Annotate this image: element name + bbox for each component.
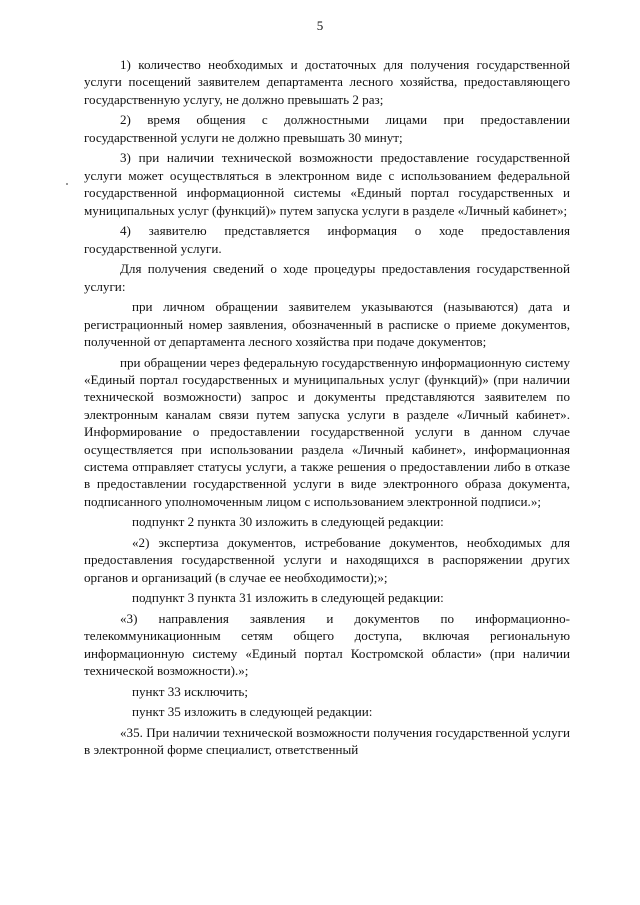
scan-speck	[66, 183, 68, 185]
paragraph: 4) заявителю представляется информация о ходе предоставления государственной услуги.	[84, 223, 570, 256]
paragraph: 3) при наличии технической возможности предоставление государственной услуги может осуществляться в электронном виде с использованием федеральной государственной информационной системы «Единый портал государственных и муниципальных услуг (функций)» путем запуска услуги в разделе «Личный кабинет»;	[84, 150, 570, 218]
paragraph: «2) экспертиза документов, истребование документов, необходимых для предоставления государственной услуги и находящихся в распоряжении других органов и организаций (в случае ее необходимости);»;	[84, 535, 570, 585]
paragraph: «35. При наличии технической возможности получения государственной услуги в электронной форме специалист, ответственный	[84, 725, 570, 758]
paragraph: подпункт 2 пункта 30 изложить в следующей редакции:	[132, 514, 444, 530]
document-body	[84, 56, 570, 762]
page-number: 5	[316, 18, 324, 33]
paragraph: «3) направления заявления и документов по информационно-телекоммуникационным сетям общего доступа, включая региональную информационную систему «Единый портал Костромской области» (при наличии технической возможности).»;	[84, 611, 570, 679]
paragraph: 2) время общения с должностными лицами при предоставлении государственной услуги не должно превышать 30 минут;	[84, 112, 570, 145]
paragraph: пункт 33 исключить;	[132, 683, 249, 699]
paragraph: пункт 35 изложить в следующей редакции:	[132, 704, 373, 720]
paragraph: подпункт 3 пункта 31 изложить в следующей редакции:	[132, 590, 444, 606]
paragraph: при обращении через федеральную государственную информационную систему «Единый портал государственных и муниципальных услуг (функций)» (при наличии технической возможности) запрос и документы представляются заявителем по электронным каналам связи путем запуска услуги в разделе «Личный кабинет». Информирование о предоставлении государственной услуги в данном случае осуществляется при использовании раздела «Личный кабинет», информационная система отправляет статусы услуги, а также решения о предоставлении либо в отказе в предоставлении государственной услуги в виде электронного образа документа, подписанного уполномоченным лицом с использованием электронной подписи.»;	[84, 354, 570, 509]
paragraph: 1) количество необходимых и достаточных для получения государственной услуги посещений заявителем департамента лесного хозяйства, предоставляющего государственную услугу, не должно превышать 2 раз;	[84, 57, 570, 107]
paragraph: при личном обращении заявителем указываются (называются) дата и регистрационный номер заявления, обозначенный в расписке о приеме документов, полученной от департамента лесного хозяйства при подаче документов;	[84, 299, 570, 350]
paragraph: Для получения сведений о ходе процедуры предоставления государственной услуги:	[84, 261, 570, 294]
